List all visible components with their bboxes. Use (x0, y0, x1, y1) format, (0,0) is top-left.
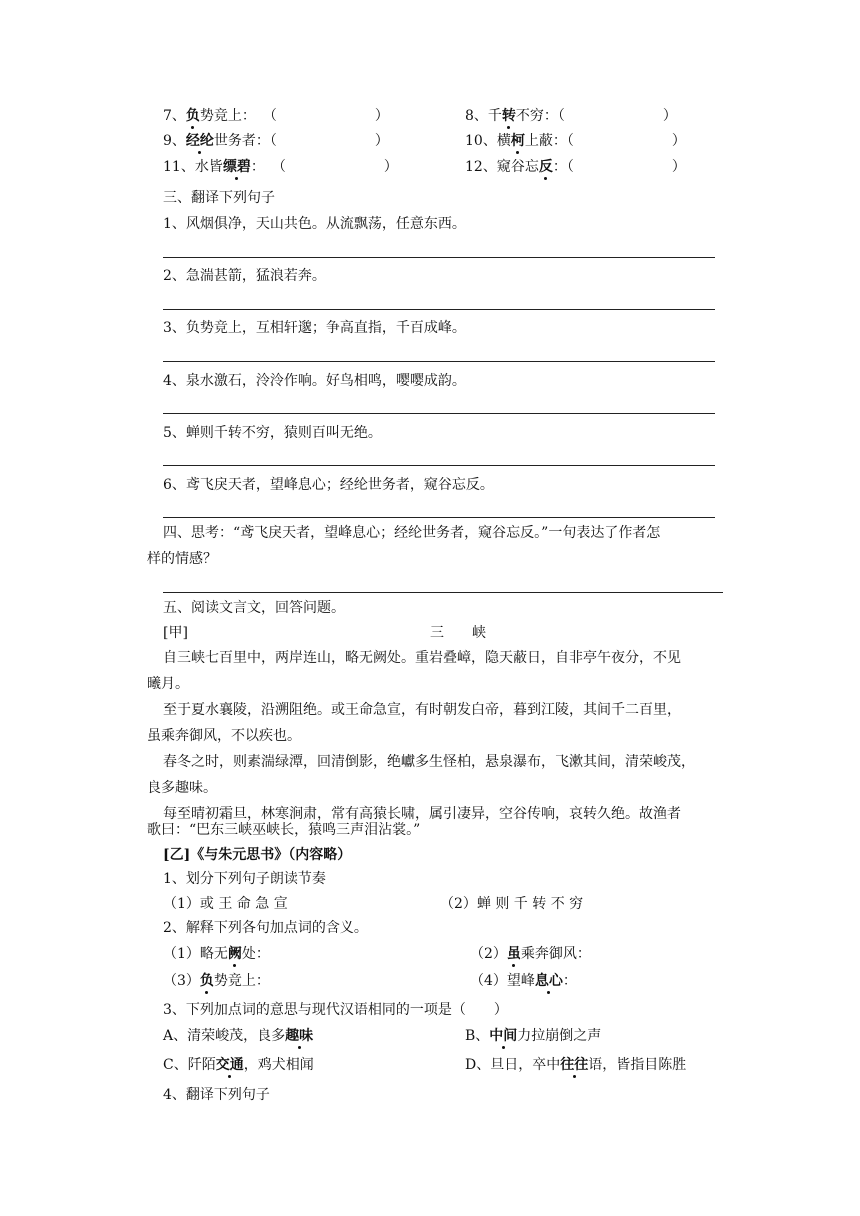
translate-item-4: 4、泉水激石，泠泠作响。好鸟相鸣，嘤嘤成韵。 (163, 373, 466, 389)
dotted-word: 负 (199, 973, 214, 989)
translate-item-1: 1、风烟俱净，天山共色。从流飘荡，任意东西。 (163, 216, 466, 232)
dotted-word: 阙 (227, 946, 242, 962)
q2-title: 2、解释下列各句加点词的含义。 (163, 920, 368, 936)
dotted-word: 中间 (489, 1028, 518, 1044)
dotted-word: 柯 (510, 133, 525, 149)
passage-line: 至于夏水襄陵，沿溯阻绝。或王命急宣，有时朝发白帝，暮到江陵，其间千二百里， (163, 702, 681, 718)
translate-item-3: 3、负势竞上，互相轩邈；争高直指，千百成峰。 (163, 320, 466, 336)
answer-line (163, 465, 715, 466)
q3-option-a: A、清荣峻茂，良多趣味 (163, 1028, 314, 1044)
section4-question: 四、思考：“鸢飞戾天者，望峰息心；经纶世务者，窥谷忘反。”一句表达了作者怎 (163, 525, 661, 541)
passage-label-jia: [甲] (163, 625, 188, 641)
q3-option-c: C、阡陌交通，鸡犬相闻 (163, 1057, 314, 1073)
dotted-word: 转 (501, 108, 516, 124)
passage-line: 良多趣味。 (147, 780, 217, 796)
dotted-word: 负 (185, 108, 200, 124)
passage-title: 三 峡 (430, 625, 486, 641)
vocab-item-9: 9、经纶世务者：（ ） (163, 133, 389, 149)
translate-item-5: 5、蝉则千转不穷，猿则百叫无绝。 (163, 425, 382, 441)
q3-option-b: B、中间力拉崩倒之声 (465, 1028, 602, 1044)
vocab-item-7: 7、负势竞上： （ ） (163, 108, 389, 124)
translate-item-6: 6、鸢飞戾天者，望峰息心；经纶世务者，窥谷忘反。 (163, 477, 494, 493)
q4-title: 4、翻译下列句子 (163, 1087, 270, 1103)
answer-line (163, 413, 715, 414)
q2-item-2: （2）虽乘奔御风： (470, 946, 591, 962)
vocab-item-12: 12、窥谷忘反：（ ） (465, 159, 686, 175)
q2-item-1: （1）略无阙处： (163, 946, 270, 962)
q3-title: 3、下列加点词的意思与现代汉语相同的一项是（ ） (163, 1002, 508, 1018)
answer-line (163, 361, 715, 362)
q1-option-a: （1）或 王 命 急 宣 (163, 896, 288, 912)
q2-item-3: （3）负势竞上： (163, 973, 270, 989)
dotted-word: 往往 (560, 1057, 589, 1073)
answer-line (163, 517, 715, 518)
passage-line: 歌曰：“巴东三峡巫峡长，猿鸣三声泪沾裳。” (147, 822, 421, 838)
q1-title: 1、划分下列句子朗读节奏 (163, 871, 326, 887)
section4-question-cont: 样的情感？ (147, 551, 217, 567)
dotted-word: 息心 (534, 973, 563, 989)
passage-line: 虽乘奔御风，不以疾也。 (147, 728, 301, 744)
passage-line: 每至晴初霜旦，林寒涧肃，常有高猿长啸，属引凄异，空谷传响，哀转久绝。故渔者 (163, 806, 681, 822)
answer-line (163, 592, 723, 593)
section3-heading: 三、翻译下列句子 (163, 190, 275, 206)
dotted-word: 经纶 (185, 133, 214, 149)
dotted-word: 反 (538, 159, 553, 175)
dotted-word: 趣味 (285, 1028, 314, 1044)
q2-item-4: （4）望峰息心： (470, 973, 577, 989)
passage-line: 曦月。 (147, 676, 189, 692)
q1-option-b: （2）蝉 则 千 转 不 穷 (440, 896, 584, 912)
q3-option-d: D、旦日，卒中往往语，皆指目陈胜 (465, 1057, 687, 1073)
passage-line: 自三峡七百里中，两岸连山，略无阙处。重岩叠嶂，隐天蔽日，自非亭午夜分，不见 (163, 650, 681, 666)
vocab-item-8: 8、千转不穷：（ ） (465, 108, 677, 124)
vocab-item-10: 10、横柯上蔽：（ ） (465, 133, 686, 149)
dotted-word: 虽 (506, 946, 521, 962)
vocab-item-11: 11、水皆缥碧： （ ） (163, 159, 398, 175)
section5-heading: 五、阅读文言文，回答问题。 (163, 600, 345, 616)
dotted-word: 缥碧 (222, 159, 251, 175)
answer-line (163, 257, 715, 258)
passage-line: 春冬之时，则素湍绿潭，回清倒影，绝巘多生怪柏，悬泉瀑布，飞漱其间，清荣峻茂， (163, 754, 695, 770)
passage-label-yi: [乙]《与朱元思书》（内容略） (163, 847, 352, 863)
answer-line (163, 309, 715, 310)
dotted-word: 交通 (215, 1057, 244, 1073)
translate-item-2: 2、急湍甚箭，猛浪若奔。 (163, 268, 326, 284)
